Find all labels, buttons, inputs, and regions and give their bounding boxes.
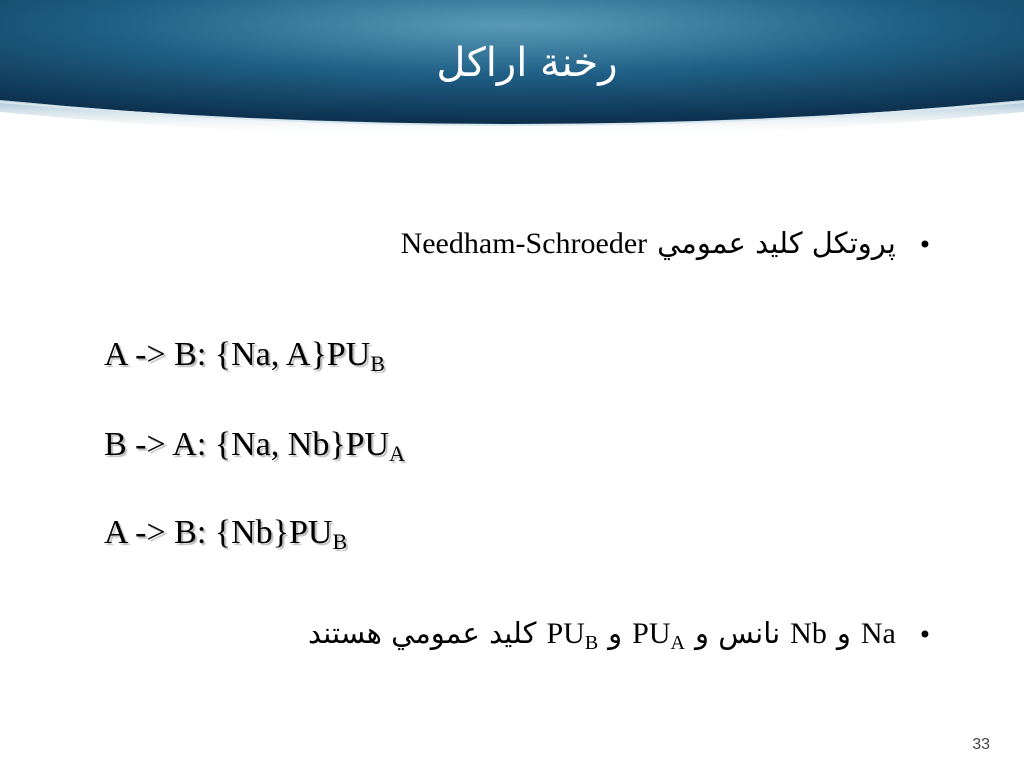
- title-banner: [0, 0, 1024, 150]
- bullet-1-latin: Needham-Schroeder: [400, 227, 648, 260]
- bullet-2: [308, 616, 932, 655]
- slide-title: رخنة اراكل: [436, 40, 618, 86]
- bullet-1-persian: پروتكل كليد عمومي: [657, 226, 896, 260]
- bullet-dot: •: [917, 621, 932, 649]
- protocol-step-2: B -> A: {Na, $Nb\}PU_A$: [104, 426, 405, 466]
- bullet-dot: •: [917, 231, 932, 259]
- conjunction: و: [836, 616, 851, 650]
- protocol-step-1: A -> B: {Na, $A\}PU_B$: [104, 336, 385, 376]
- conjunction: و: [608, 616, 623, 650]
- protocol-step-3: A -> B: $\{Nb\}PU_B$: [104, 514, 348, 554]
- page-number: 33: [972, 736, 990, 753]
- nonce-nb: Nb: [790, 617, 827, 650]
- nonce-na: Na: [860, 617, 896, 650]
- bullet-1: [401, 226, 932, 261]
- nonce-label: نانس و: [694, 616, 781, 650]
- public-key-a: $PU_A$: [632, 617, 685, 654]
- public-key-b: $PU_B$: [546, 617, 599, 654]
- bullet-2-tail: كليد عمومي هستند: [307, 616, 537, 650]
